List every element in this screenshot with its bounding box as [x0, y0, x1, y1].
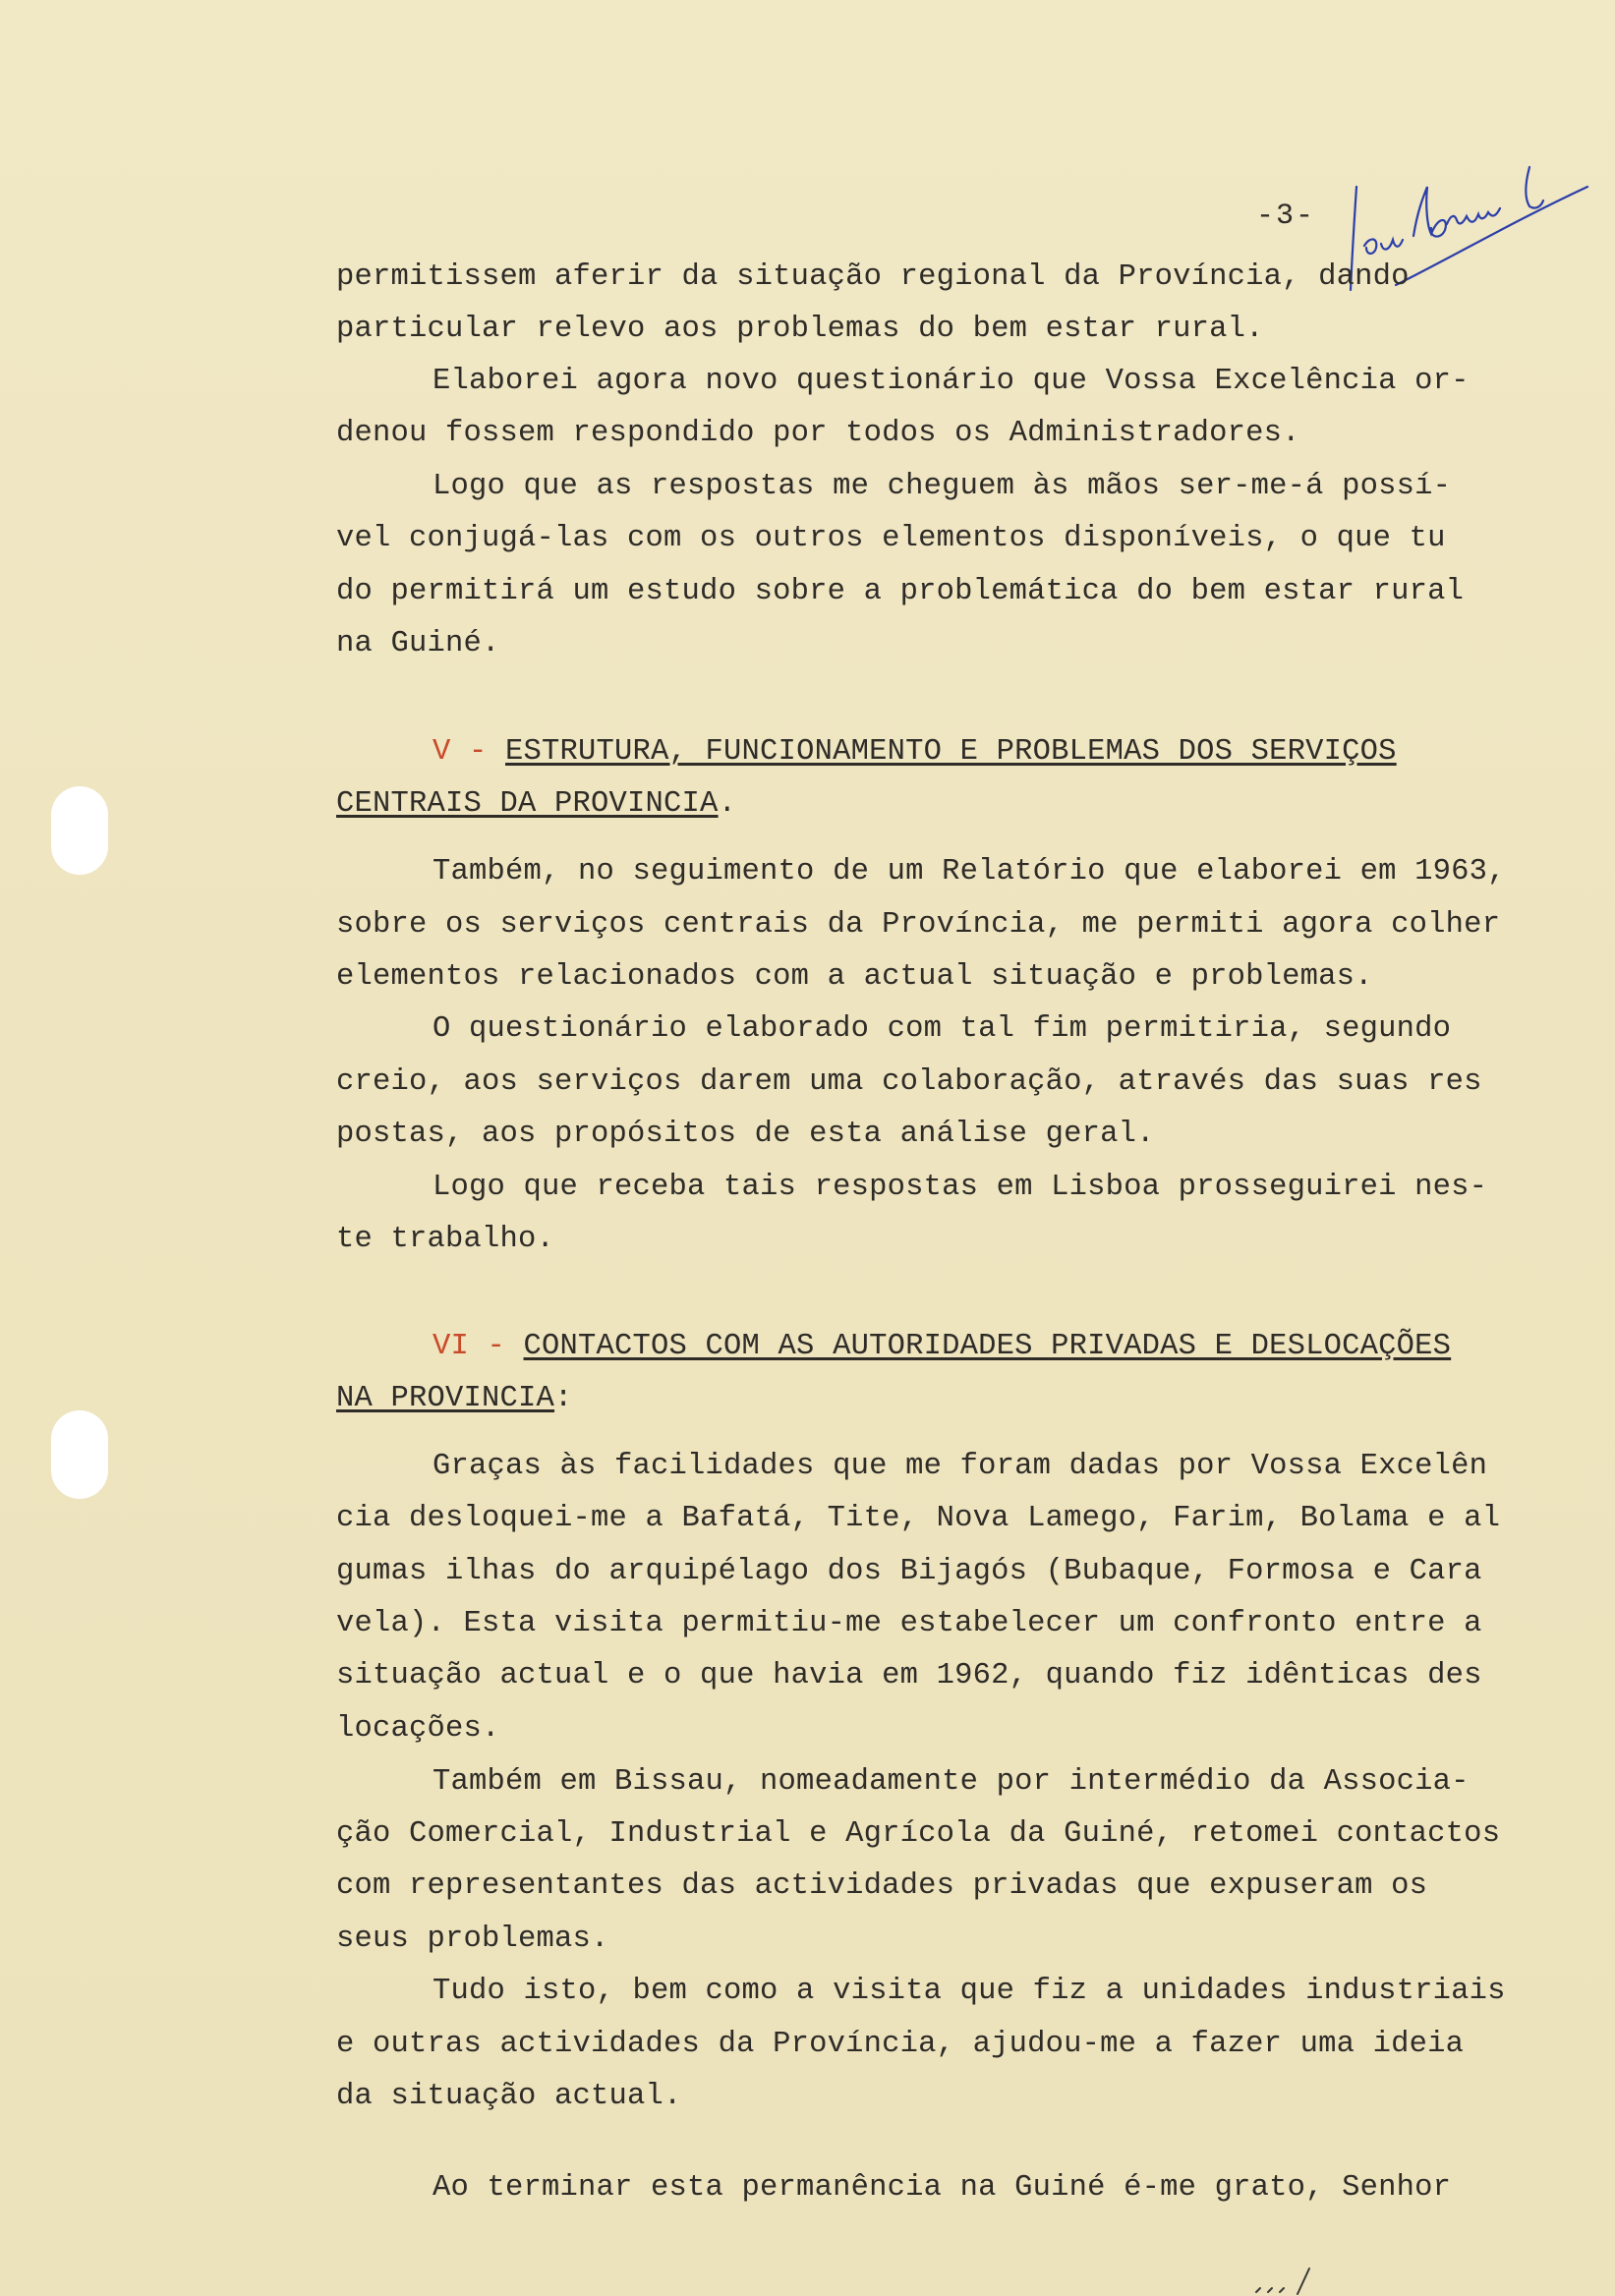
text-line: denou fossem respondido por todos os Administradores.	[336, 417, 1300, 450]
text-line: O questionário elaborado com tal fim permitiria, segundo	[433, 1012, 1452, 1046]
text-line: te trabalho.	[336, 1223, 555, 1256]
page-number: -3-	[1256, 200, 1316, 233]
text-line: Ao terminar esta permanência na Guiné é-me grato, Senhor	[433, 2171, 1452, 2205]
text-line: Tudo isto, bem como a visita que fiz a unidades industriais	[433, 1975, 1506, 2008]
section-heading-line	[433, 1329, 1451, 1364]
punch-hole-top	[51, 786, 108, 875]
text-line: ção Comercial, Industrial e Agrícola da Guiné, retomei contactos	[336, 1817, 1501, 1851]
text-line: Também em Bissau, nomeadamente por intermédio da Associa-	[433, 1765, 1470, 1799]
text-line: elementos relacionados com a actual situação e problemas.	[336, 960, 1373, 994]
text-line: permitissem aferir da situação regional da Província, dando	[336, 260, 1410, 294]
section-heading-line	[336, 1381, 573, 1416]
text-line: Logo que as respostas me cheguem às mãos ser-me-á possí-	[433, 470, 1452, 503]
text-line: Elaborei agora novo questionário que Vossa Excelência or-	[433, 365, 1470, 398]
text-line: do permitirá um estudo sobre a problemática do bem estar rural	[336, 575, 1465, 608]
text-line: com representantes das actividades privadas que expuseram os	[336, 1869, 1428, 1903]
text-line: cia desloquei-me a Bafatá, Tite, Nova Lamego, Farim, Bolama e al	[336, 1502, 1501, 1535]
pen-mark	[1248, 2261, 1327, 2296]
text-line: vel conjugá-las com os outros elementos disponíveis, o que tu	[336, 522, 1446, 555]
section-title-punctuation: :	[554, 1382, 573, 1415]
text-line: locações.	[336, 1712, 500, 1746]
section-title: CENTRAIS DA PROVINCIA	[336, 787, 719, 821]
text-line: vela). Esta visita permitiu-me estabelecer um confronto entre a	[336, 1607, 1482, 1640]
section-heading-line	[433, 734, 1397, 770]
text-line: Logo que receba tais respostas em Lisboa prosseguirei nes-	[433, 1171, 1488, 1204]
section-title-punctuation: .	[718, 787, 737, 821]
section-number: V -	[433, 735, 506, 769]
text-line: situação actual e o que havia em 1962, quando fiz idênticas des	[336, 1659, 1482, 1693]
section-heading-line	[336, 786, 736, 822]
section-title: ESTRUTURA, FUNCIONAMENTO E PROBLEMAS DOS SERVIÇOS	[505, 735, 1397, 769]
text-line: particular relevo aos problemas do bem estar rural.	[336, 313, 1264, 346]
text-line: sobre os serviços centrais da Província, me permiti agora colher	[336, 908, 1501, 942]
text-line: gumas ilhas do arquipélago dos Bijagós (Bubaque, Formosa e Cara	[336, 1555, 1482, 1588]
section-title: CONTACTOS COM AS AUTORIDADES PRIVADAS E DESLOCAÇÕES	[523, 1330, 1452, 1363]
section-number: VI -	[433, 1330, 524, 1363]
text-line: na Guiné.	[336, 627, 500, 660]
text-line: postas, aos propósitos de esta análise geral.	[336, 1118, 1155, 1151]
text-line: seus problemas.	[336, 1923, 609, 1956]
text-line: da situação actual.	[336, 2080, 682, 2113]
section-title: NA PROVINCIA	[336, 1382, 555, 1415]
punch-hole-bottom	[51, 1410, 108, 1499]
text-line: e outras actividades da Província, ajudou-me a fazer uma ideia	[336, 2028, 1465, 2061]
text-line: Também, no seguimento de um Relatório que elaborei em 1963,	[433, 855, 1506, 889]
text-line: creio, aos serviços darem uma colaboração, através das suas res	[336, 1065, 1482, 1099]
text-line: Graças às facilidades que me foram dadas por Vossa Excelên	[433, 1450, 1488, 1483]
